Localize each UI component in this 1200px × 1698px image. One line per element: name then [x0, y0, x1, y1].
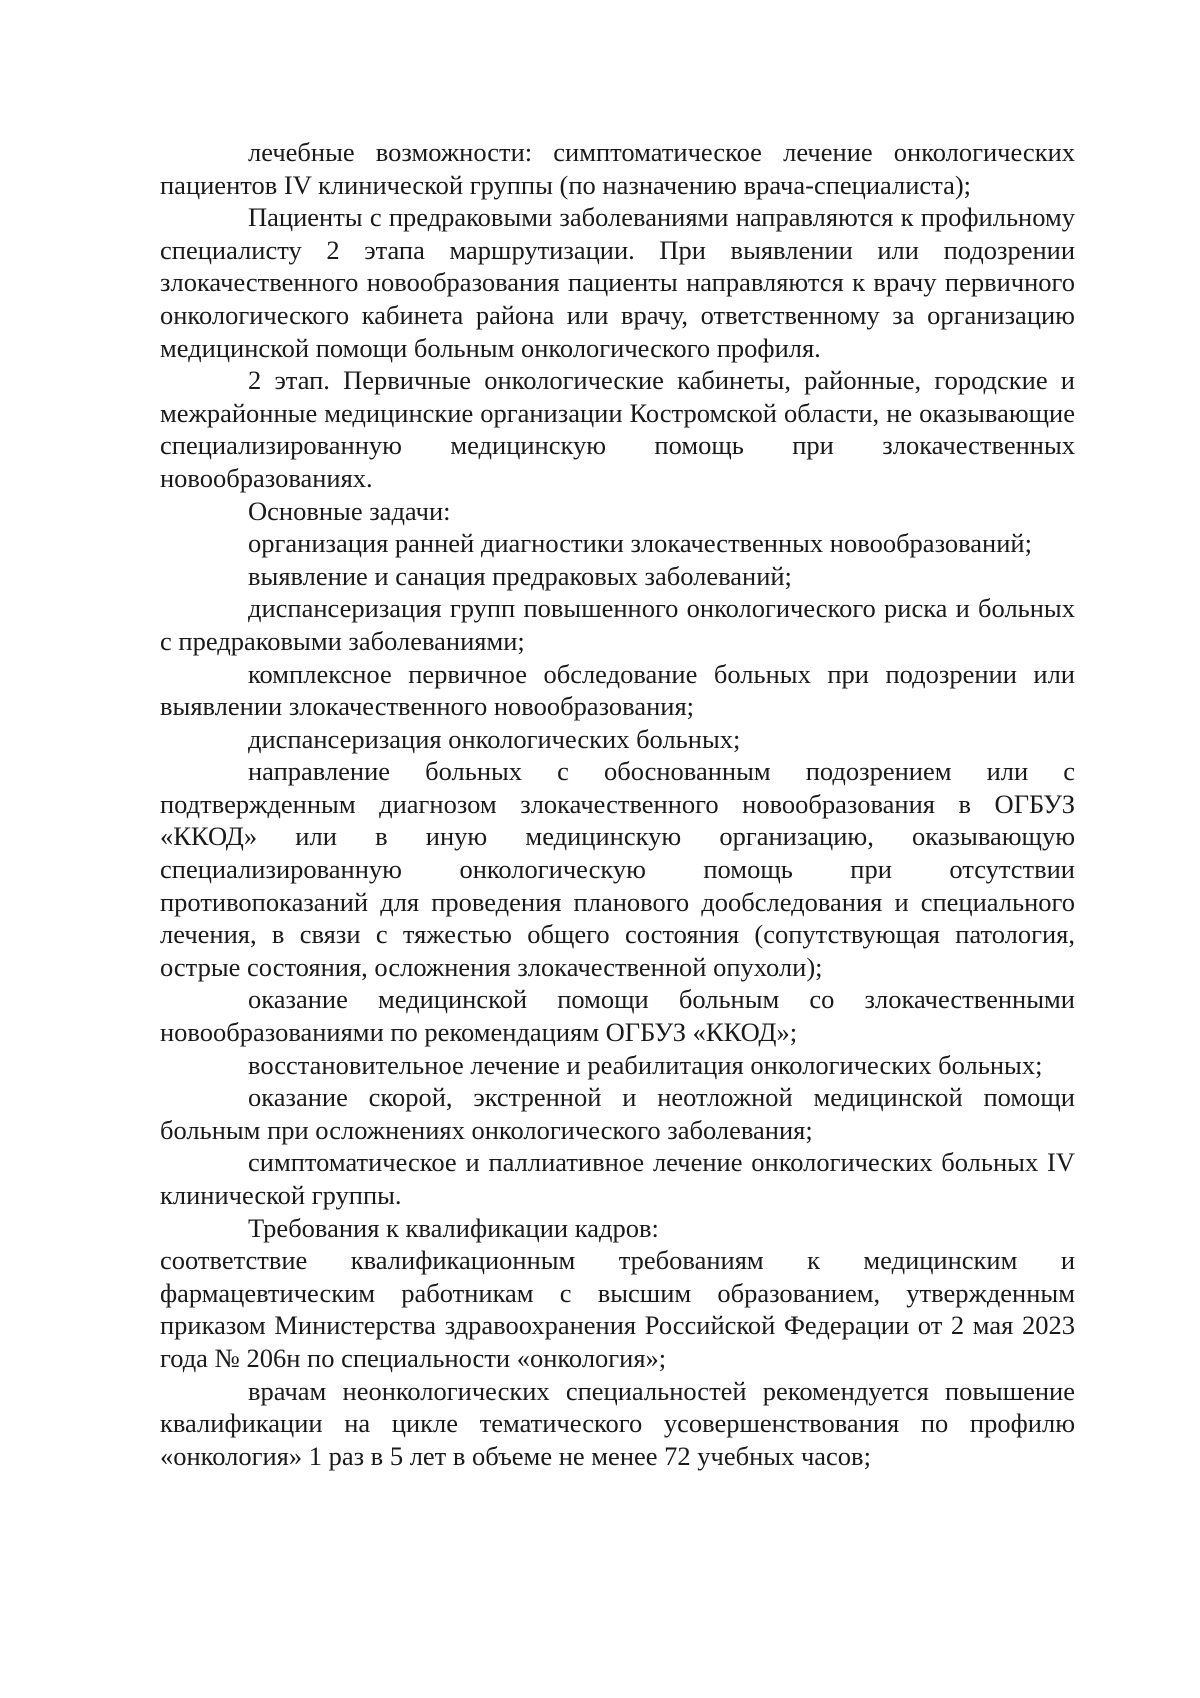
- paragraph-staff-requirements-heading: Требования к квалификации кадров:: [248, 1212, 659, 1243]
- list-item-care-by-recommendations: оказание медицинской помощи больным со злокачественными новообразованиями по рекомендациям ОГБУЗ «ККОД»;: [160, 984, 1075, 1048]
- paragraph-non-oncology-training: врачам неонкологических специальностей рекомендуется повышение квалификации на цикле тематического усовершенствования по профилю «онкология» 1 раз в 5 лет в объеме не менее 72 учебных часов;: [160, 1375, 1075, 1471]
- paragraph-stage-2: 2 этап. Первичные онкологические кабинеты, районные, городские и межрайонные медицинские организации Костромской области, не оказывающие специализированную медицинскую помощь при злокачественных новообразованиях.: [160, 365, 1075, 493]
- list-item-precancer-detection: выявление и санация предраковых заболеваний;: [248, 560, 792, 591]
- paragraph-therapeutic-capabilities: лечебные возможности: симптоматическое лечение онкологических пациентов IV клинической группы (по назначению врача-специалиста);: [160, 137, 1075, 200]
- list-item-risk-group-screening: диспансеризация групп повышенного онкологического риска и больных с предраковыми заболеваниями;: [160, 593, 1075, 656]
- list-item-emergency-care: оказание скорой, экстренной и неотложной медицинской помощи больным при осложнениях онкологического заболевания;: [160, 1082, 1075, 1145]
- document-body: [160, 136, 1075, 1472]
- paragraph-qualification-compliance: соответствие квалификационным требованиям к медицинским и фармацевтическим работникам с высшим образованием, утвержденным приказом Министерства здравоохранения Российской Федерации от 2 мая 2023 года № 206н по специальности «онкология»;: [160, 1245, 1075, 1373]
- list-item-patient-referral: направление больных с обоснованным подозрением или с подтвержденным диагнозом злокачественного новообразования в ОГБУЗ «ККОД» или в иную медицинскую организацию, оказывающую специализированную онкологическую помощь при отсутствии противопоказаний для проведения планового дообследования и специального лечения, в связи с тяжестью общего состояния (сопутствующая патология, острые состояния, осложнения злокачественной опухоли);: [160, 756, 1075, 982]
- list-item-rehabilitation: восстановительное лечение и реабилитация онкологических больных;: [248, 1049, 1043, 1080]
- paragraph-precancer-referral: Пациенты с предраковыми заболеваниями направляются к профильному специалисту 2 этапа маршрутизации. При выявлении или подозрении злокачественного новообразования пациенты направляются к врачу первичного онкологического кабинета района или врачу, ответственному за организацию медицинской помощи больным онкологического профиля.: [160, 202, 1075, 363]
- paragraph-main-tasks-heading: Основные задачи:: [248, 495, 451, 526]
- list-item-palliative-care: симптоматическое и паллиативное лечение онкологических больных IV клинической группы.: [160, 1147, 1075, 1210]
- list-item-oncology-followup: диспансеризация онкологических больных;: [248, 723, 741, 754]
- list-item-primary-examination: комплексное первичное обследование больных при подозрении или выявлении злокачественного новообразования;: [160, 658, 1075, 722]
- list-item-early-diagnostics: организация ранней диагностики злокачественных новообразований;: [248, 528, 1032, 559]
